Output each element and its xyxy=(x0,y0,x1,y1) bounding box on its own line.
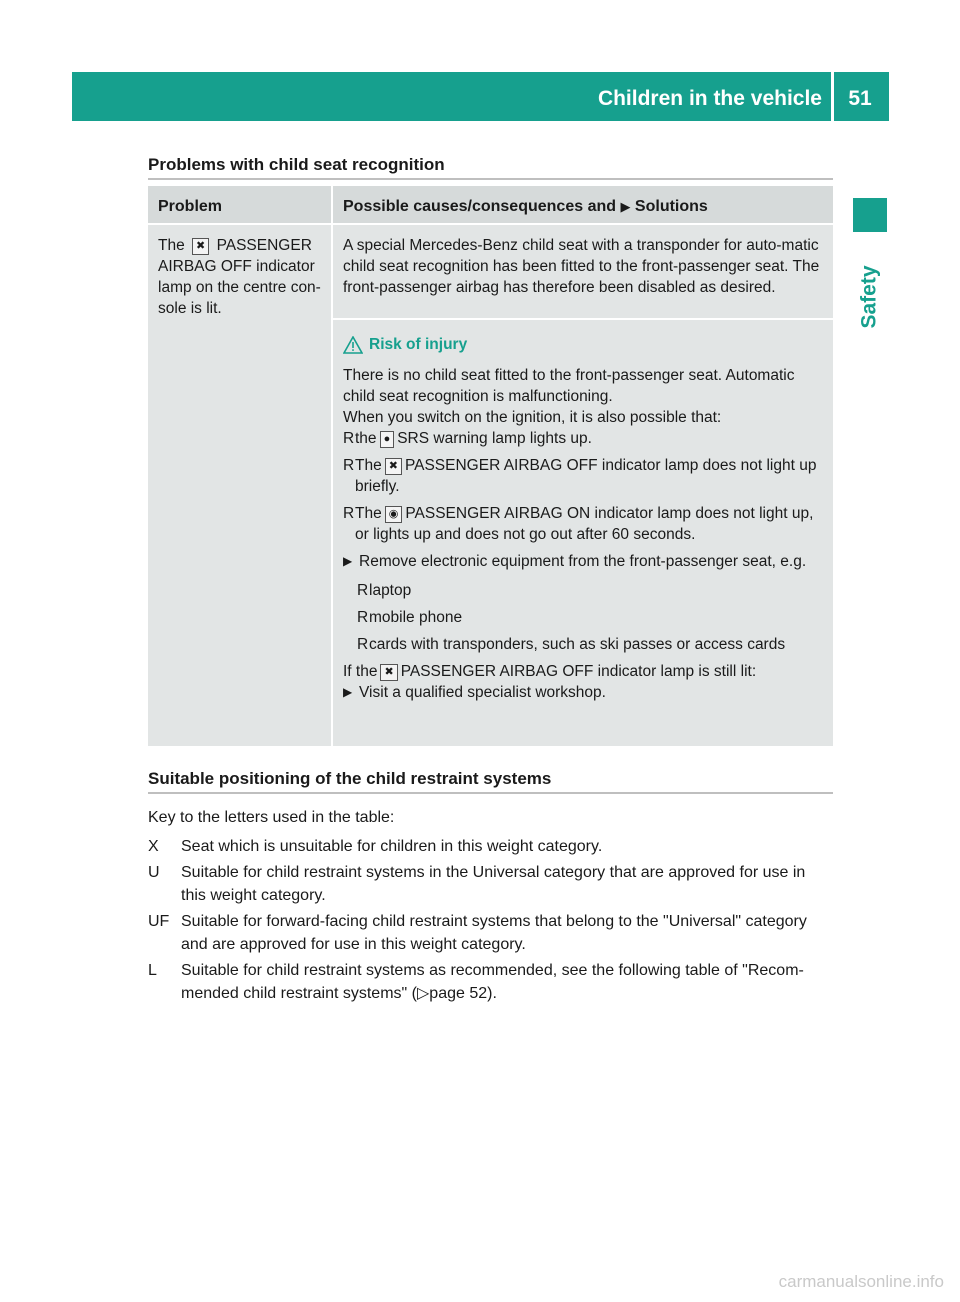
col-header-solutions: Possible causes/consequences and ▶ Solutions xyxy=(333,186,833,223)
watermark: carmanualsonline.info xyxy=(778,1272,944,1291)
key-intro: Key to the letters used in the table: xyxy=(148,809,395,826)
key-item-u: U Suitable for child restraint systems in the Universal category that are approved for use in this weight category. xyxy=(148,864,806,904)
header-divider xyxy=(831,72,834,121)
warning-title: Risk of injury xyxy=(343,334,823,355)
side-tab-label: Safety xyxy=(858,265,881,329)
list-item: R the ● SRS warning lamp lights up. xyxy=(343,430,592,447)
airbag-off-icon: ✖ xyxy=(385,458,402,475)
problems-table xyxy=(148,186,833,746)
warning-text-3: If the ✖ PASSENGER AIRBAG OFF indicator lamp is still lit: xyxy=(343,663,757,680)
problem-cell: The ✖ PASSENGER AIRBAG OFF indicator lamp on the centre con-sole is lit. xyxy=(148,225,331,746)
airbag-off-icon: ✖ xyxy=(192,238,209,255)
list-item: R The ✖ PASSENGER AIRBAG OFF indicator lamp does not light up briefly. xyxy=(343,457,817,495)
arrow-right-icon: ▶ xyxy=(343,554,353,568)
key-item-x: X Seat which is unsuitable for children in this weight category. xyxy=(148,838,603,855)
list-item: R laptop xyxy=(357,582,412,599)
section-title-positioning: Suitable positioning of the child restraint systems xyxy=(148,769,552,788)
side-marker xyxy=(853,198,887,232)
section-title-problems: Problems with child seat recognition xyxy=(148,155,445,174)
page-ref-arrow-icon: ▷ xyxy=(416,985,430,1002)
section-rule xyxy=(148,792,833,794)
arrow-right-icon: ▶ xyxy=(343,685,353,699)
warning-text-2: When you switch on the ignition, it is also possible that: xyxy=(343,409,722,426)
key-item-l: L Suitable for child restraint systems as recommended, see the following table of "Recom-mended child restraint systems" (▷page 52). xyxy=(148,962,804,1002)
page-number: 51 xyxy=(848,87,872,110)
warning-triangle-icon xyxy=(343,336,363,354)
warning-cell xyxy=(333,320,833,746)
key-item-uf: UF Suitable for forward-facing child restraint systems that belong to the "Universal" category and are approved for use in this weight category. xyxy=(148,913,807,953)
airbag-off-icon: ✖ xyxy=(380,664,397,681)
arrow-right-icon: ▶ xyxy=(620,199,631,214)
page-reference-link[interactable]: page 52). xyxy=(429,985,497,1002)
col-header-problem: Problem xyxy=(148,186,331,223)
srs-warning-icon: ● xyxy=(380,431,395,448)
action-step: ▶ Visit a qualified specialist workshop. xyxy=(343,684,606,701)
list-item: R mobile phone xyxy=(357,609,463,626)
warning-text-1: There is no child seat fitted to the front-passenger seat. Automatic child seat recognition is malfunctioning. xyxy=(343,367,795,405)
section-rule xyxy=(148,178,833,180)
list-item: R cards with transponders, such as ski passes or access cards xyxy=(357,636,786,653)
airbag-on-icon: ◉ xyxy=(385,506,403,523)
key-list xyxy=(148,806,833,1008)
side-tab[interactable] xyxy=(850,252,890,342)
action-step: ▶ Remove electronic equipment from the front-passenger seat, e.g. xyxy=(343,553,807,570)
list-item: R The ◉ PASSENGER AIRBAG ON indicator lamp does not light up, or lights up and does not go out after 60 seconds. xyxy=(343,505,814,543)
cause-cell: A special Mercedes-Benz child seat with a transponder for auto-matic child seat recognition has been fitted to the front-passenger seat. The front-passenger airbag has therefore been disabled as desired. xyxy=(333,225,833,318)
chapter-title: Children in the vehicle xyxy=(597,87,822,110)
